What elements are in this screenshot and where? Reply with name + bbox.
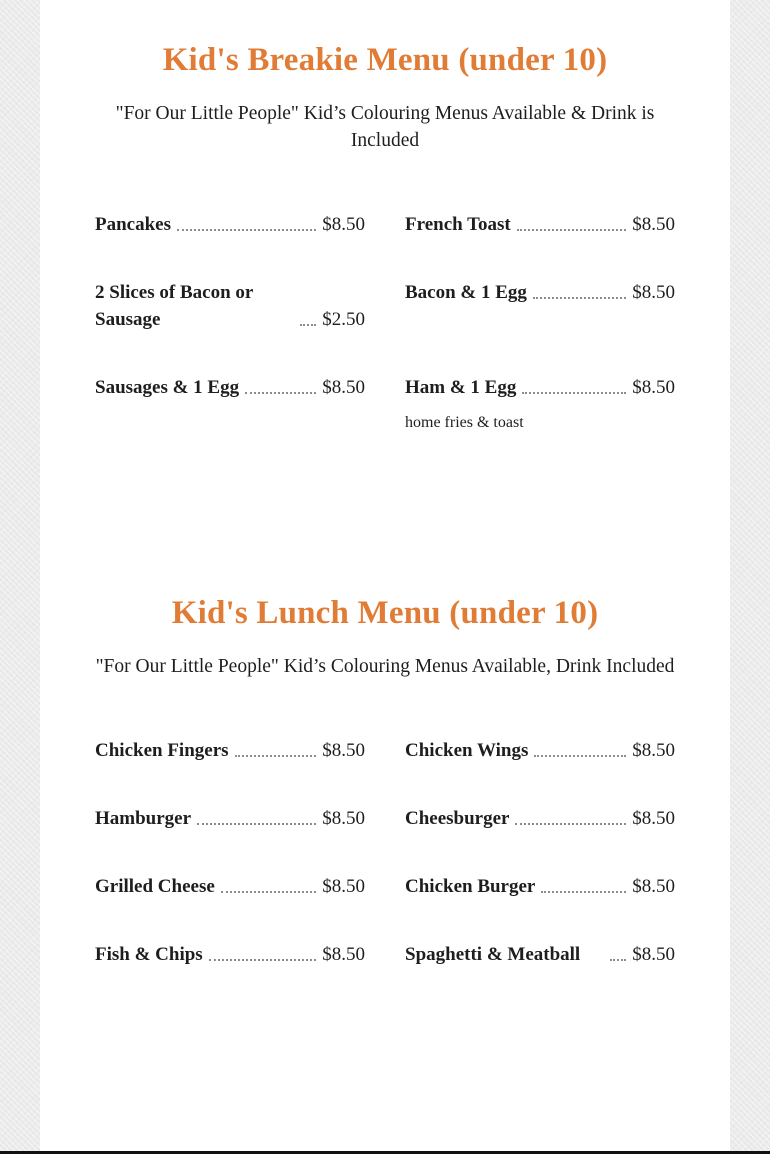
menu-item-name: Cheesburger xyxy=(405,808,510,829)
menu-item-ham-and-egg xyxy=(405,374,675,434)
menu-item-price: $8.50 xyxy=(632,740,675,761)
menu-item-name: Chicken Fingers xyxy=(95,740,229,761)
dotted-leader xyxy=(522,392,626,394)
menu-item-bacon-and-egg xyxy=(405,279,675,333)
breakie-menu-title: Kid's Breakie Menu (under 10) xyxy=(162,42,608,78)
menu-item-price: $8.50 xyxy=(322,214,365,235)
breakie-menu-subtitle: "For Our Little People" Kid’s Colouring Menus Available & Drink is Included xyxy=(115,103,655,151)
dotted-leader xyxy=(541,891,626,893)
lunch-menu-items xyxy=(95,737,675,968)
menu-item-price: $8.50 xyxy=(322,740,365,761)
menu-item-hamburger xyxy=(95,805,365,832)
lunch-menu-subtitle: "For Our Little People" Kid’s Colouring Menus Available, Drink Included xyxy=(95,656,675,677)
menu-item-price: $8.50 xyxy=(322,377,365,398)
menu-item-price: $8.50 xyxy=(632,876,675,897)
menu-item-name: French Toast xyxy=(405,214,511,235)
dotted-leader xyxy=(300,324,316,326)
menu-item-price: $8.50 xyxy=(632,808,675,829)
menu-item-grilled-cheese xyxy=(95,873,365,900)
breakie-menu-section xyxy=(40,36,730,434)
menu-item-name: Bacon & 1 Egg xyxy=(405,282,527,303)
dotted-leader xyxy=(177,229,316,231)
menu-item-name: 2 Slices of Bacon or Sausage xyxy=(95,282,253,330)
menu-item-name: Spaghetti & Meatball xyxy=(405,944,581,965)
menu-item-chicken-burger xyxy=(405,873,675,900)
menu-item-chicken-wings xyxy=(405,737,675,764)
menu-item-price: $8.50 xyxy=(322,808,365,829)
menu-item-bacon-or-sausage xyxy=(95,279,365,333)
menu-item-fish-and-chips xyxy=(95,941,365,968)
menu-item-name: Hamburger xyxy=(95,808,192,829)
menu-item-french-toast xyxy=(405,211,675,238)
menu-item-pancakes xyxy=(95,211,365,238)
menu-item-cheesburger xyxy=(405,805,675,832)
dotted-leader xyxy=(610,959,626,961)
dotted-leader xyxy=(245,392,316,394)
menu-item-price: $8.50 xyxy=(322,944,365,965)
menu-item-price: $8.50 xyxy=(632,214,675,235)
dotted-leader xyxy=(209,959,317,961)
dotted-leader xyxy=(197,823,316,825)
dotted-leader xyxy=(235,755,317,757)
menu-item-price: $8.50 xyxy=(632,377,675,398)
menu-item-name: Fish & Chips xyxy=(95,944,203,965)
dotted-leader xyxy=(534,755,626,757)
lunch-menu-section xyxy=(40,589,730,968)
menu-item-spaghetti-and-meatball xyxy=(405,941,675,968)
menu-item-name: Chicken Wings xyxy=(405,740,529,761)
menu-item-price: $8.50 xyxy=(632,944,675,965)
lunch-menu-title: Kid's Lunch Menu (under 10) xyxy=(171,595,599,631)
menu-item-name: Pancakes xyxy=(95,214,171,235)
dotted-leader xyxy=(533,297,626,299)
menu-item-chicken-fingers xyxy=(95,737,365,764)
dotted-leader xyxy=(517,229,626,231)
breakie-menu-items xyxy=(95,211,675,434)
menu-item-name: Chicken Burger xyxy=(405,876,536,897)
menu-item-price: $8.50 xyxy=(632,282,675,303)
menu-item-price: $8.50 xyxy=(322,876,365,897)
menu-item-name: Ham & 1 Egg xyxy=(405,377,517,398)
dotted-leader xyxy=(221,891,316,893)
menu-item-price: $2.50 xyxy=(322,309,365,330)
menu-item-description: home fries & toast xyxy=(405,414,524,431)
dotted-leader xyxy=(515,823,626,825)
menu-item-name: Grilled Cheese xyxy=(95,876,215,897)
menu-item-sausages-and-egg xyxy=(95,374,365,434)
menu-item-name: Sausages & 1 Egg xyxy=(95,377,240,398)
